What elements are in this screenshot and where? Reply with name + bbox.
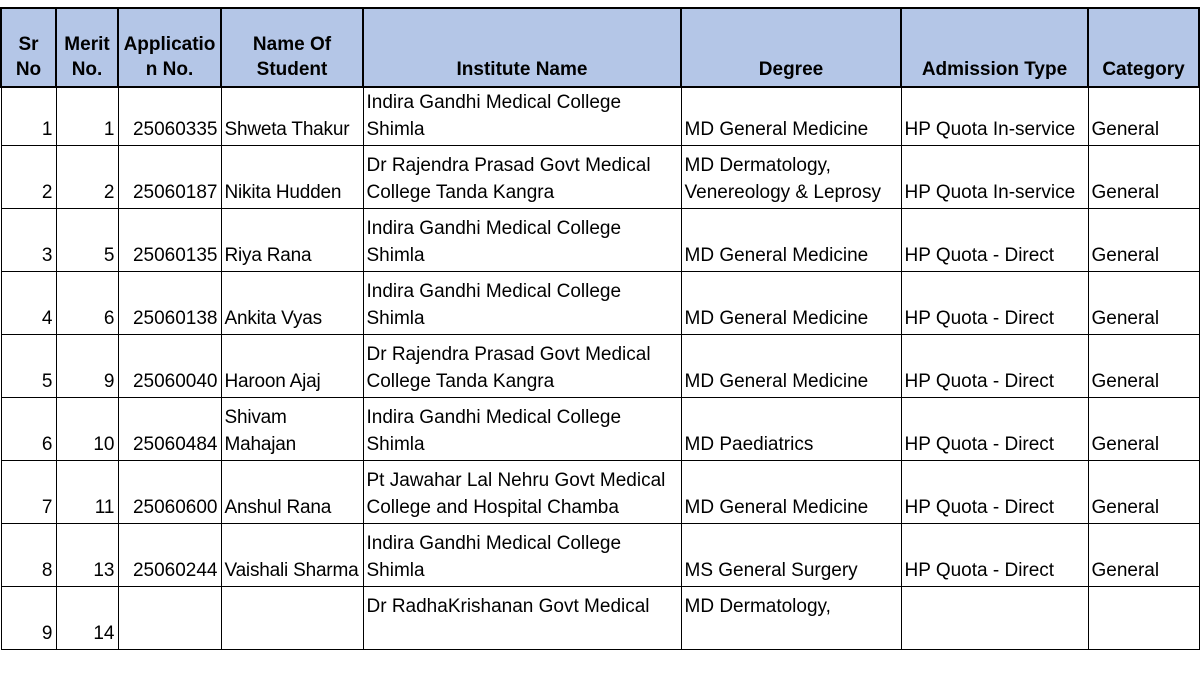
cell-category[interactable]: General [1088, 87, 1199, 145]
table-row [1, 334, 1199, 397]
cell-institute-name-line: Shimla [366, 244, 425, 266]
header-degree[interactable]: Degree [681, 8, 901, 87]
cell-institute-name-line: College Tanda Kangra [366, 370, 555, 392]
table-row [1, 271, 1199, 334]
cell-student-name[interactable]: Haroon Ajaj [221, 334, 363, 397]
cell-degree[interactable] [681, 145, 901, 208]
cell-institute-name[interactable] [363, 586, 681, 649]
cell-institute-name-line: Indira Gandhi Medical College [366, 406, 622, 428]
cell-student-name[interactable]: Ankita Vyas [221, 271, 363, 334]
cell-degree-line: MS General Surgery [684, 559, 858, 581]
table-row [1, 87, 1199, 145]
cell-degree-line [685, 278, 898, 305]
table-row [1, 145, 1199, 208]
cell-merit-no[interactable]: 5 [56, 208, 118, 271]
cell-student-name[interactable]: Vaishali Sharma [221, 523, 363, 586]
cell-degree-line [685, 89, 898, 116]
cell-institute-name[interactable] [363, 208, 681, 271]
cell-degree-line [685, 341, 898, 368]
cell-institute-name[interactable] [363, 397, 681, 460]
cell-application-no[interactable]: 25060244 [118, 523, 221, 586]
cell-admission-type[interactable]: HP Quota - Direct [901, 208, 1088, 271]
cell-degree-line [685, 404, 898, 431]
cell-degree-line: MD General Medicine [684, 496, 869, 518]
cell-student-name[interactable]: Nikita Hudden [221, 145, 363, 208]
cell-degree-line: MD General Medicine [684, 244, 869, 266]
cell-institute-name[interactable] [363, 145, 681, 208]
cell-merit-no[interactable]: 1 [56, 87, 118, 145]
cell-sr-no[interactable]: 2 [1, 145, 56, 208]
merit-list-table [0, 7, 1200, 650]
cell-application-no[interactable]: 25060187 [118, 145, 221, 208]
cell-degree-line [685, 530, 898, 557]
cell-student-name[interactable]: Shweta Thakur [221, 87, 363, 145]
cell-institute-name-line: College and Hospital Chamba [366, 496, 619, 518]
cell-degree-line: MD General Medicine [684, 370, 869, 392]
cell-degree[interactable] [681, 334, 901, 397]
cell-category[interactable]: General [1088, 397, 1199, 460]
cell-institute-name[interactable] [363, 523, 681, 586]
cell-student-name[interactable]: Shivam Mahajan [221, 397, 363, 460]
cell-institute-name[interactable] [363, 271, 681, 334]
cell-merit-no[interactable]: 14 [56, 586, 118, 649]
header-admission-type[interactable]: Admission Type [901, 8, 1088, 87]
cell-degree[interactable] [681, 523, 901, 586]
cell-sr-no[interactable]: 3 [1, 208, 56, 271]
table-row [1, 208, 1199, 271]
header-application-no[interactable]: Applicatio n No. [118, 8, 221, 87]
cell-degree-line: MD Paediatrics [684, 433, 814, 455]
cell-sr-no[interactable]: 9 [1, 586, 56, 649]
table-row [1, 397, 1199, 460]
cell-degree[interactable] [681, 271, 901, 334]
cell-degree-line: MD Dermatology, [684, 595, 831, 617]
cell-admission-type[interactable]: HP Quota - Direct [901, 397, 1088, 460]
cell-merit-no[interactable]: 2 [56, 145, 118, 208]
cell-merit-no[interactable]: 6 [56, 271, 118, 334]
cell-degree-line [685, 620, 898, 647]
cell-sr-no[interactable]: 8 [1, 523, 56, 586]
cell-application-no[interactable]: 25060135 [118, 208, 221, 271]
cell-admission-type[interactable]: HP Quota In-service [901, 87, 1088, 145]
cell-degree[interactable] [681, 87, 901, 145]
cell-student-name[interactable]: Anshul Rana [221, 460, 363, 523]
cell-degree[interactable] [681, 208, 901, 271]
cell-institute-name-line [367, 620, 678, 647]
cell-institute-name-line: Dr Rajendra Prasad Govt Medical [366, 343, 651, 365]
cell-category[interactable]: General [1088, 271, 1199, 334]
cell-degree[interactable] [681, 460, 901, 523]
cell-institute-name-line: Dr Rajendra Prasad Govt Medical [366, 154, 651, 176]
cell-application-no[interactable] [118, 586, 221, 649]
cell-degree-line [685, 467, 898, 494]
cell-institute-name[interactable] [363, 87, 681, 145]
cell-degree[interactable] [681, 397, 901, 460]
cell-admission-type[interactable] [901, 586, 1088, 649]
header-category[interactable]: Category [1088, 8, 1199, 87]
cell-category[interactable]: General [1088, 145, 1199, 208]
cell-institute-name-line: Indira Gandhi Medical College [366, 91, 622, 113]
cell-degree-line: Venereology & Leprosy [684, 181, 881, 203]
cell-institute-name-line: Dr RadhaKrishanan Govt Medical [366, 595, 650, 617]
cell-application-no[interactable]: 25060484 [118, 397, 221, 460]
cell-institute-name[interactable] [363, 460, 681, 523]
cell-degree-line: MD Dermatology, [684, 154, 831, 176]
cell-institute-name-line: Indira Gandhi Medical College [366, 280, 622, 302]
table-row [1, 460, 1199, 523]
cell-category[interactable] [1088, 586, 1199, 649]
cell-institute-name-line: Shimla [366, 307, 425, 329]
cell-institute-name-line: Shimla [366, 118, 425, 140]
cell-category[interactable]: General [1088, 460, 1199, 523]
cell-application-no[interactable]: 25060335 [118, 87, 221, 145]
cell-sr-no[interactable]: 6 [1, 397, 56, 460]
cell-merit-no[interactable]: 9 [56, 334, 118, 397]
table-row [1, 523, 1199, 586]
header-name-of-student[interactable]: Name Of Student [221, 8, 363, 87]
cell-admission-type[interactable]: HP Quota In-service [901, 145, 1088, 208]
cell-category[interactable]: General [1088, 334, 1199, 397]
cell-institute-name-line: Indira Gandhi Medical College [366, 217, 622, 239]
cell-category[interactable]: General [1088, 523, 1199, 586]
cell-sr-no[interactable]: 4 [1, 271, 56, 334]
cell-application-no[interactable]: 25060138 [118, 271, 221, 334]
cell-institute-name-line: Shimla [366, 433, 425, 455]
cell-degree-line: MD General Medicine [684, 118, 869, 140]
cell-institute-name-line: Indira Gandhi Medical College [366, 532, 622, 554]
cell-degree-line: MD General Medicine [684, 307, 869, 329]
cell-merit-no[interactable]: 10 [56, 397, 118, 460]
cell-degree-line [685, 215, 898, 242]
cell-admission-type[interactable]: HP Quota - Direct [901, 523, 1088, 586]
header-institute-name[interactable]: Institute Name [363, 8, 681, 87]
cell-institute-name-line: Shimla [366, 559, 425, 581]
cell-student-name[interactable]: Riya Rana [221, 208, 363, 271]
cell-sr-no[interactable]: 5 [1, 334, 56, 397]
cell-merit-no[interactable]: 11 [56, 460, 118, 523]
cell-admission-type[interactable]: HP Quota - Direct [901, 271, 1088, 334]
cell-student-name[interactable] [221, 586, 363, 649]
table-row [1, 586, 1199, 649]
header-row [1, 8, 1199, 87]
cell-merit-no[interactable]: 13 [56, 523, 118, 586]
cell-institute-name-line: College Tanda Kangra [366, 181, 555, 203]
cell-sr-no[interactable]: 1 [1, 87, 56, 145]
cell-degree[interactable] [681, 586, 901, 649]
cell-application-no[interactable]: 25060600 [118, 460, 221, 523]
header-sr-no[interactable]: Sr No [1, 8, 56, 87]
cell-category[interactable]: General [1088, 208, 1199, 271]
cell-sr-no[interactable]: 7 [1, 460, 56, 523]
cell-admission-type[interactable]: HP Quota - Direct [901, 460, 1088, 523]
cell-admission-type[interactable]: HP Quota - Direct [901, 334, 1088, 397]
cell-application-no[interactable]: 25060040 [118, 334, 221, 397]
cell-institute-name[interactable] [363, 334, 681, 397]
header-merit-no[interactable]: Merit No. [56, 8, 118, 87]
cell-institute-name-line: Pt Jawahar Lal Nehru Govt Medical [366, 469, 666, 491]
